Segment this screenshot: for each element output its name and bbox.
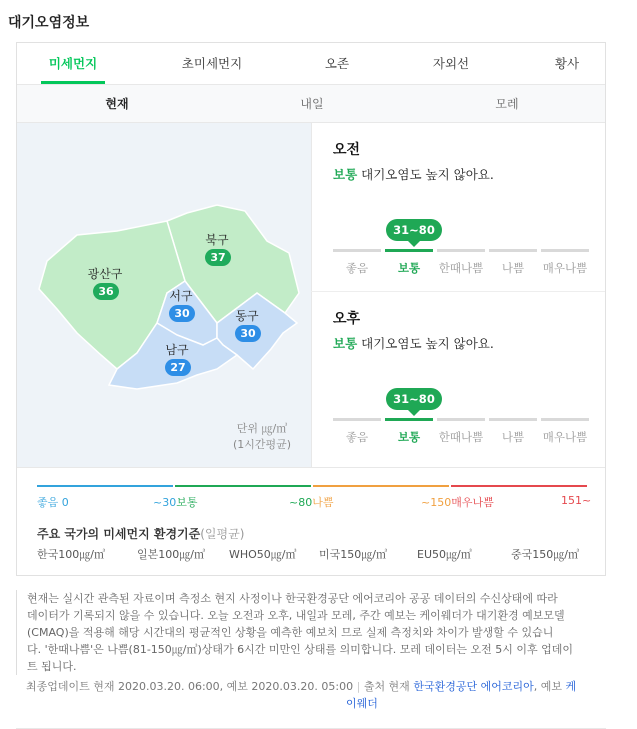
- subtab-day-after[interactable]: 모레: [495, 97, 519, 111]
- level-bar-very-bad: [541, 418, 589, 421]
- note-line: 데이터가 기록되지 않을 수 있습니다. 오늘 오전과 오후, 내일과 모레, 주간 예보는 케이웨더가 대기환경 예보모델: [27, 609, 565, 622]
- pollutant-tabs: [17, 43, 605, 85]
- level-bar-partly-bad: [437, 418, 485, 421]
- scale-bar-very-bad: [451, 485, 587, 487]
- divider-horizontal: [17, 467, 605, 468]
- scale-label-bad: [289, 494, 333, 510]
- region-name-namgu: 남구: [165, 343, 189, 357]
- forecast-message: 대기오염도 높지 않아요.: [361, 167, 494, 182]
- level-label-very-bad: 매우나쁨: [542, 430, 588, 444]
- level-bar-bad: [489, 418, 537, 421]
- forecast-period: 오후: [333, 311, 361, 327]
- level-bar-good: [333, 418, 381, 421]
- unit-line: 단위 ㎍/㎥: [236, 422, 288, 435]
- standards-title: [37, 525, 244, 542]
- page-title: 대기오염정보: [8, 15, 90, 31]
- level-label-bad: 나쁨: [501, 430, 525, 444]
- standard-eu: EU50㎍/㎥: [417, 548, 472, 561]
- forecast-range-badge: 31~80: [386, 219, 442, 241]
- unit-average: (1시간평균): [232, 438, 292, 451]
- tab-fine-dust[interactable]: 미세먼지: [48, 56, 98, 71]
- level-label-good: 좋음: [345, 430, 369, 444]
- forecast-message: 대기오염도 높지 않아요.: [361, 336, 494, 351]
- level-label-partly-bad: 한때나쁨: [438, 430, 484, 444]
- scale-level: 매우나쁨: [451, 496, 494, 509]
- forecast-range-badge: 31~80: [386, 388, 442, 410]
- region-name-seogu: 서구: [169, 289, 193, 303]
- level-bar-good: [333, 249, 381, 252]
- subtab-tomorrow[interactable]: 내일: [300, 97, 324, 111]
- scale-level: 보통: [176, 496, 198, 509]
- scale-bar-good: [37, 485, 173, 487]
- scale-threshold: ~150: [421, 496, 452, 509]
- update-line-2: [26, 695, 606, 712]
- level-label-bad: 나쁨: [501, 261, 525, 275]
- time-tabs: [17, 85, 605, 123]
- standard-korea: 한국100㎍/㎥: [37, 548, 105, 561]
- level-label-good: 좋음: [345, 261, 369, 275]
- level-label-normal: 보통: [397, 430, 421, 444]
- region-value-namgu[interactable]: 27: [165, 359, 191, 376]
- source-prefix: 출처 현재: [363, 680, 410, 693]
- air-quality-card: [16, 42, 606, 576]
- region-name-bukgu: 북구: [205, 233, 229, 247]
- level-bar-normal: [385, 249, 433, 252]
- scale-bar-bad: [313, 485, 449, 487]
- region-map: [17, 123, 311, 467]
- level-bar-bad: [489, 249, 537, 252]
- scale-threshold: ~80: [289, 496, 313, 509]
- active-tab-indicator: [41, 81, 105, 84]
- subtab-now[interactable]: 현재: [105, 97, 129, 111]
- standards-title-sub: (일평균): [200, 527, 245, 541]
- tab-ozone[interactable]: 오존: [324, 56, 350, 71]
- note-line: 다. '한때나쁨'은 나쁨(81-150㎍/㎥)상태가 6시간 미만인 상태를 의미합니다. 모레 데이터는 오전 5시 이후 업데이: [27, 643, 574, 656]
- standard-china: 중국150㎍/㎥: [511, 548, 579, 561]
- source-link-airkorea[interactable]: 한국환경공단 에어코리아: [413, 680, 534, 693]
- region-value-seogu[interactable]: 30: [169, 305, 195, 322]
- tab-uv[interactable]: 자외선: [432, 56, 470, 71]
- tab-yellow-dust[interactable]: 황사: [554, 56, 580, 71]
- forecast-status: 보통: [333, 336, 358, 351]
- region-value-donggu[interactable]: 30: [235, 325, 261, 342]
- forecast-status-line: [333, 165, 494, 183]
- region-name-donggu: 동구: [235, 309, 259, 323]
- source-mid: , 예보: [533, 680, 562, 693]
- standard-who: WHO50㎍/㎥: [229, 548, 297, 561]
- scale-label-very-bad: [421, 494, 494, 510]
- level-label-very-bad: 매우나쁨: [542, 261, 588, 275]
- level-bar-very-bad: [541, 249, 589, 252]
- forecast-pm: [311, 292, 605, 467]
- standard-usa: 미국150㎍/㎥: [319, 548, 387, 561]
- scale-label-good: 좋음 0: [37, 496, 69, 509]
- region-value-bukgu[interactable]: 37: [205, 249, 231, 266]
- forecast-status: 보통: [333, 167, 358, 182]
- update-time: 최종업데이트 현재 2020.03.20. 06:00, 예보 2020.03.20. 05:00: [26, 680, 354, 693]
- unit-label: [222, 421, 302, 453]
- data-notes: [16, 590, 606, 675]
- standard-japan: 일본100㎍/㎥: [137, 548, 205, 561]
- forecast-status-line: [333, 334, 494, 352]
- scale-level: 나쁨: [312, 496, 334, 509]
- forecast-am: [311, 123, 605, 291]
- scale-label-max: 151~: [561, 494, 592, 507]
- forecast-period: 오전: [333, 142, 361, 158]
- region-value-gwangsangu[interactable]: 36: [93, 283, 119, 300]
- scale-label-normal: [153, 494, 197, 510]
- note-line: 현재는 실시간 관측된 자료이며 측정소 현지 사정이나 한국환경공단 에어코리아 공공 데이터의 수신상태에 따라: [27, 592, 558, 605]
- level-bar-partly-bad: [437, 249, 485, 252]
- standards-title-text: 주요 국가의 미세먼지 환경기준: [37, 527, 201, 541]
- level-bar-normal: [385, 418, 433, 421]
- update-line: 최종업데이트 현재 2020.03.20. 06:00, 예보 2020.03.20. 05:00 | 출처 현재 한국환경공단 에어코리아, 예보 케: [26, 680, 577, 693]
- level-label-normal: 보통: [397, 261, 421, 275]
- note-line: 트 됩니다.: [27, 660, 77, 673]
- source-link-kweather-start[interactable]: 케: [565, 680, 577, 693]
- note-line: (CMAQ)을 적용해 해당 시간대의 평균적인 상황을 예측한 예보치 므로 실제 측정치와 차이가 발생할 수 있습니: [27, 626, 554, 639]
- tab-ultrafine-dust[interactable]: 초미세먼지: [181, 56, 243, 71]
- update-info: [16, 678, 606, 712]
- scale-bar-normal: [175, 485, 311, 487]
- scale-threshold: ~30: [153, 496, 177, 509]
- level-label-partly-bad: 한때나쁨: [438, 261, 484, 275]
- source-link-kweather[interactable]: 이웨더: [346, 697, 378, 710]
- region-name-gwangsangu: 광산구: [87, 267, 123, 281]
